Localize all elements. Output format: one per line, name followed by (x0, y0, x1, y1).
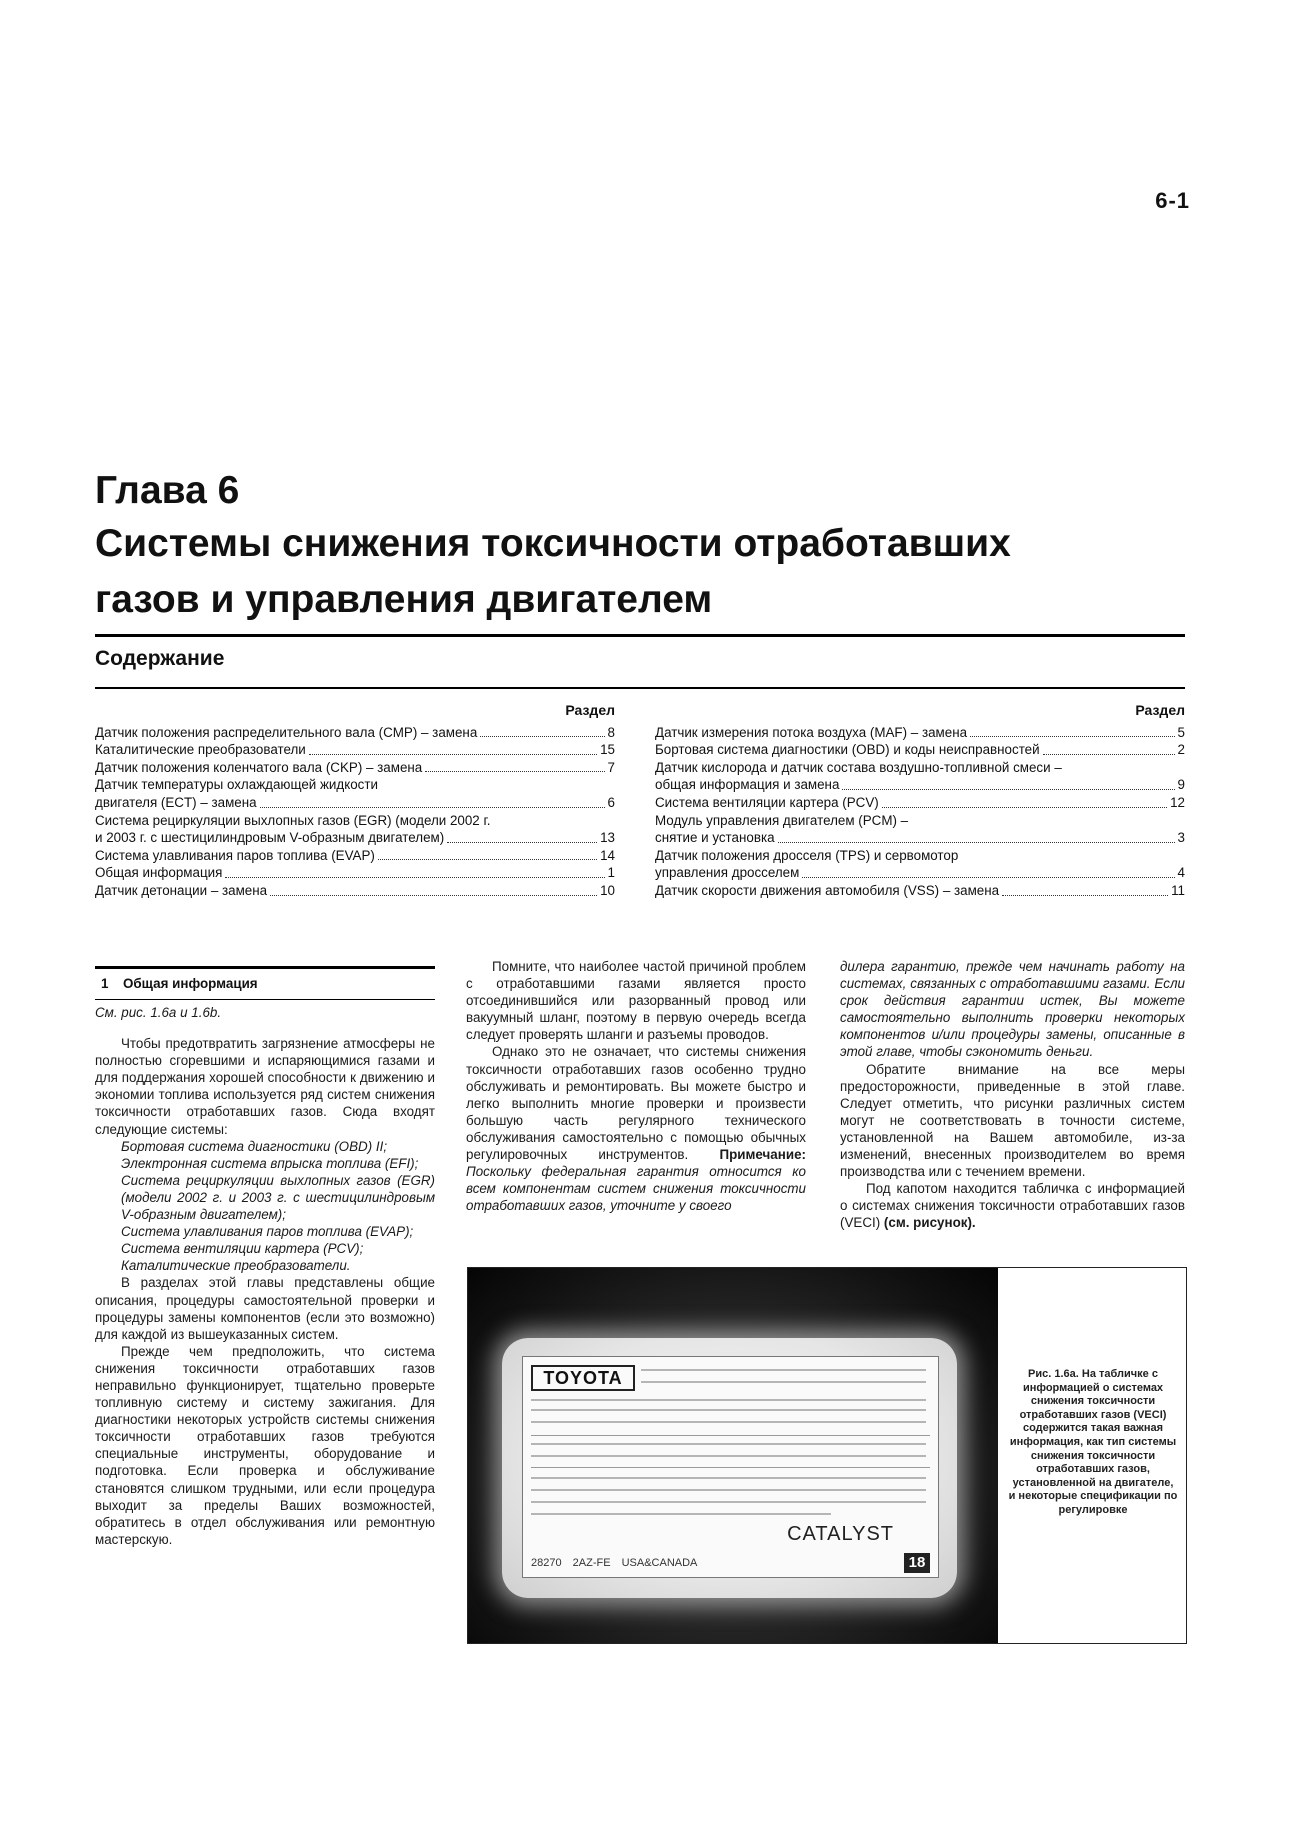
fine-print-line (531, 1421, 926, 1423)
toc-entry-text: Система улавливания паров топлива (EVAP) (95, 847, 375, 863)
toc-entry-section-number: 10 (600, 882, 615, 898)
label-plate (502, 1338, 957, 1598)
toc-leader-dots (260, 807, 605, 808)
figure-callout: (см. рисунок). (883, 1215, 976, 1231)
toc-right-column (655, 702, 1185, 900)
veci-label-photo (468, 1268, 998, 1643)
toc-entry (655, 829, 1185, 847)
toc-entry-section-number: 9 (1177, 777, 1185, 793)
toc-entry: Система рециркуляции выхлопных газов (EGR) (модели 2002 г. (95, 812, 491, 828)
contents-heading: Содержание (95, 647, 225, 670)
toc-entry (95, 847, 615, 865)
system-item: Система рециркуляции выхлопных газов (EGR) (модели 2002 г. и 2003 г. с шестицилиндровым V-образным двигателем); (121, 1172, 435, 1223)
toc-entry-text: Система вентиляции картера (PCV) (655, 794, 879, 810)
toc-entry-section-number: 4 (1177, 865, 1185, 881)
paragraph (840, 1180, 1185, 1231)
engine-codes: 28270 2AZ-FE USA&CANADA (531, 1557, 698, 1569)
toc-column-title: Раздел (565, 702, 615, 718)
section-title: Общая информация (123, 976, 258, 991)
system-item: Электронная система впрыска топлива (EFI); (121, 1155, 419, 1171)
paragraph: дилера гарантию, прежде чем начинать работу на системах, связанных с отработавшими газами. Если срок действия гарантии истек, Вы можете самостоятельно выполнить проверки некоторых компонентов и/или процедуры замены, описанные в этой главе, чтобы сэкономить деньги. (840, 959, 1185, 1060)
toc-leader-dots (802, 877, 1174, 878)
paragraph (466, 1043, 806, 1214)
toc-entry-section-number: 11 (1171, 882, 1185, 898)
paragraph: В разделах этой главы представлены общие описания, процедуры самостоятельной проверки и процедуры замены компонентов (если это возможно) для каждой из вышеуказанных систем. (95, 1275, 435, 1342)
toc-entry (95, 724, 615, 742)
toc-entry-section-number: 12 (1170, 794, 1185, 810)
system-item: Бортовая система диагностики (OBD) II; (121, 1138, 388, 1154)
paragraph-text: Однако это не означает, что системы снижения токсичности отработавших газов особенно трудно обслуживать и ремонтировать. Вы можете быстро и легко выполнить многие проверки и произвести большую часть регулярного технического обслуживания самостоятельно с помощью обычных регулировочных инструментов. (466, 1044, 806, 1163)
toc-leader-dots (225, 877, 604, 878)
toc-entry (95, 829, 615, 847)
section-heading (95, 966, 435, 1000)
fine-print-line (531, 1409, 926, 1411)
fine-print-line (531, 1443, 926, 1445)
toc-entry-section-number: 3 (1177, 830, 1185, 846)
figure-1-6a (467, 1267, 1187, 1644)
toc-entry (95, 759, 615, 777)
text-column-1 (95, 1004, 435, 1548)
toc-leader-dots (425, 771, 604, 772)
toc-leader-dots (378, 859, 597, 860)
paragraph: Прежде чем предположить, что система снижения токсичности отработавших газов неправильно функционирует, тщательно проверьте топливную систему и систему зажигания. Для диагностики некоторых устройств системы снижения токсичности отработавших газов требуются специальные инструменты, оборудование и подготовка. Если проверка и обслуживание становятся слишком трудными, или если процедура выходит за пределы Ваших возможностей, обратитесь в отдел обслуживания или ремонтную мастерскую. (95, 1343, 435, 1547)
catalyst-text: CATALYST (787, 1523, 894, 1545)
toc-leader-dots (480, 736, 604, 737)
toc-entry-section-number: 14 (600, 847, 615, 863)
toc-leader-dots (970, 736, 1175, 737)
toc-entry (655, 882, 1185, 900)
toc-entry-text: двигателя (ECT) – замена (95, 794, 257, 810)
toc-leader-dots (309, 754, 597, 755)
toc-entry (655, 724, 1185, 742)
toc-leader-dots (447, 842, 597, 843)
system-item: Каталитические преобразователи. (121, 1258, 351, 1274)
toc-leader-dots (1002, 895, 1168, 896)
chapter-title-line-1: Системы снижения токсичности отработавших (95, 522, 1011, 565)
toc-leader-dots (842, 789, 1174, 790)
text-column-2 (466, 958, 806, 1214)
fine-print-line (641, 1369, 926, 1371)
toc-entry-text: Датчик положения распределительного вала (CMP) – замена (95, 724, 478, 740)
code-box: 18 (904, 1553, 930, 1573)
toc-entry: Датчик кислорода и датчик состава воздушно-топливной смеси – (655, 759, 1062, 775)
page-number: 6-1 (1155, 188, 1190, 213)
paragraph: Обратите внимание на все меры предосторожности, приведенные в этой главе. Следует отметить, что рисунки различных систем могут не соответствовать в точности системе, установленной на Вашем автомобиле, из-за изменений, внесенных производителем во время производства или с течением времени. (840, 1061, 1185, 1180)
fine-print-line (531, 1477, 926, 1479)
fine-print-line (531, 1399, 926, 1401)
veci-sticker (522, 1356, 939, 1578)
toc-entry (95, 882, 615, 900)
toc-entry-section-number: 1 (607, 865, 615, 881)
fine-print-line (531, 1455, 926, 1457)
toc-entry-text: Общая информация (95, 865, 223, 881)
note-label: Примечание: (719, 1147, 806, 1163)
paragraph: Помните, что наиболее частой причиной проблем с отработавшими газами является просто отсоединившийся или разорванный провод или вакуумный шланг, поэтому в первую очередь всегда следует проверять шланги и разъемы проводов. (466, 959, 806, 1043)
toc-entry-section-number: 2 (1177, 742, 1185, 758)
fine-print-line (531, 1501, 926, 1503)
toc-entry-section-number: 8 (607, 724, 615, 740)
toc-entry-text: и 2003 г. с шестицилиндровым V-образным двигателем) (95, 830, 445, 846)
toc-entry-section-number: 7 (607, 759, 615, 775)
toc-column-title: Раздел (1135, 702, 1185, 718)
fine-print-line (531, 1489, 926, 1491)
toc-entry: Модуль управления двигателем (PCM) – (655, 812, 909, 828)
toc-entry-text: Бортовая система диагностики (OBD) и коды неисправностей (655, 742, 1040, 758)
paragraph-text: Под капотом находится табличка с информацией о системах снижения токсичности отработавших газов (VECI) (840, 1181, 1185, 1231)
toc-entry (655, 776, 1185, 794)
toc-leader-dots (1043, 754, 1175, 755)
fine-print-line (641, 1381, 926, 1383)
toc-entry-text: общая информация и замена (655, 777, 840, 793)
toc-entry (95, 741, 615, 759)
toc-entry-text: Каталитические преобразователи (95, 742, 306, 758)
figure-caption: Рис. 1.6a. На табличке с информацией о системах снижения токсичности отработавших газов (VECI) содержится такая важная информация, как тип системы снижения токсичности отработавших газов, установленной на двигателе, и некоторые спецификации по регулировке (1008, 1368, 1178, 1516)
toc-entry-text: управления дросселем (655, 865, 800, 881)
toc-entry-section-number: 15 (600, 742, 615, 758)
paragraph: Чтобы предотвратить загрязнение атмосферы не полностью сгоревшими и испаряющимися газами и для поддержания хорошей способности к движению и экономии топлива используется ряд систем снижения токсичности отработавших газов. Сюда входят следующие системы: (95, 1036, 435, 1137)
figure-reference: См. рис. 1.6a и 1.6b. (95, 1005, 222, 1020)
toc-left-column (95, 702, 615, 900)
section-number: 1 (101, 976, 109, 991)
toc-entry-section-number: 6 (607, 794, 615, 810)
toc-entry (95, 794, 615, 812)
chapter-title-line-2: газов и управления двигателем (95, 578, 713, 621)
note-text: Поскольку федеральная гарантия относится ко всем компонентам систем снижения токсичности отработавших газов, уточните у своего (466, 1164, 806, 1214)
toc-entry-text: Датчик положения коленчатого вала (CKP) – замена (95, 759, 423, 775)
toc-leader-dots (270, 895, 597, 896)
toc-entry-text: Датчик скорости движения автомобиля (VSS) – замена (655, 882, 1000, 898)
toc-entry-text: Датчик измерения потока воздуха (MAF) – замена (655, 724, 968, 740)
toc-entry-text: Датчик детонации – замена (95, 882, 268, 898)
toc-entry (95, 864, 615, 882)
toc-leader-dots (778, 842, 1175, 843)
toc-entry: Датчик температуры охлаждающей жидкости (95, 777, 378, 793)
system-item: Система вентиляции картера (PCV); (121, 1241, 364, 1257)
toc-entry: Датчик положения дросселя (TPS) и сервомотор (655, 847, 959, 863)
toc-leader-dots (882, 807, 1167, 808)
chapter-title (95, 516, 1185, 628)
toc-entry-section-number: 13 (600, 830, 615, 846)
contents-heading-bar (95, 634, 1185, 689)
toc-entry-section-number: 5 (1177, 724, 1185, 740)
toc-entry (655, 794, 1185, 812)
text-column-3 (840, 958, 1185, 1232)
chapter-label: Глава 6 (95, 469, 240, 512)
brand-logo: TOYOTA (531, 1365, 635, 1391)
toc-entry (655, 741, 1185, 759)
chapter-header (95, 468, 1185, 628)
system-item: Система улавливания паров топлива (EVAP); (121, 1224, 414, 1240)
toc-entry (655, 864, 1185, 882)
fine-print-line (531, 1513, 831, 1515)
toc-entry-text: снятие и установка (655, 830, 775, 846)
